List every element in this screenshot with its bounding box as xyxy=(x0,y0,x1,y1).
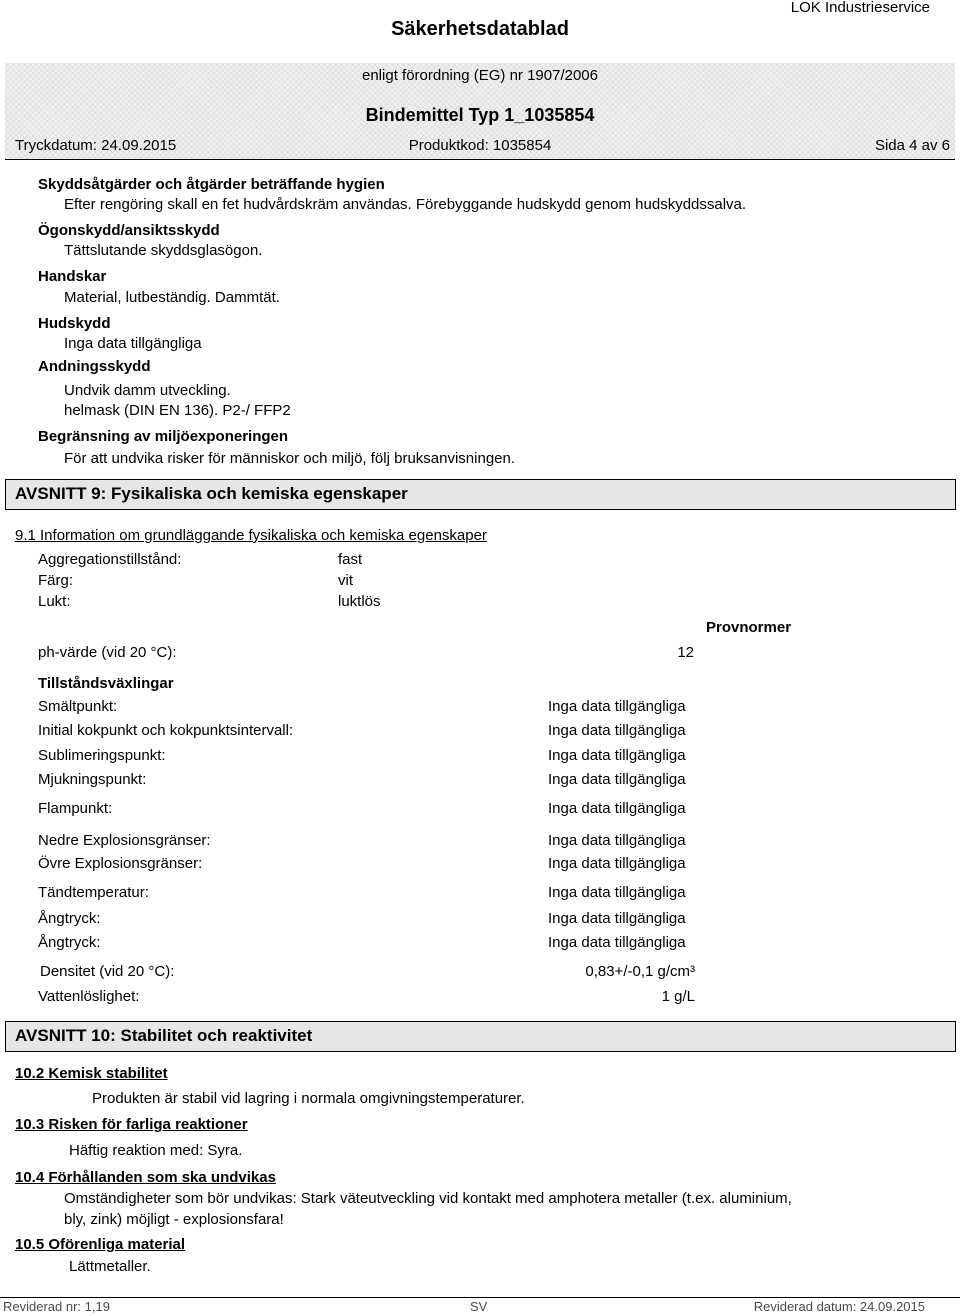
language-code: SV xyxy=(470,1299,488,1314)
property-value: Inga data tillgängliga xyxy=(548,698,686,715)
print-date: Tryckdatum: 24.09.2015 xyxy=(15,137,177,154)
page-number: Sida 4 av 6 xyxy=(874,137,950,154)
hygiene-heading: Skyddsåtgärder och åtgärder beträffande hygien xyxy=(38,176,385,193)
property-label: Ångtryck: xyxy=(38,934,101,951)
section-10-title: AVSNITT 10: Stabilitet och reaktivitet xyxy=(5,1021,956,1052)
property-value: Inga data tillgängliga xyxy=(548,832,686,849)
section-10-4-text-1: Omständigheter som bör undvikas: Stark väteutveckling vid kontakt med amphotera metaller (t.ex. aluminium, xyxy=(64,1190,792,1207)
product-name: Bindemittel Typ 1_1035854 xyxy=(365,105,595,125)
property-value: Inga data tillgängliga xyxy=(548,855,686,872)
property-label: Sublimeringspunkt: xyxy=(38,747,166,764)
section-10-4-heading: 10.4 Förhållanden som ska undvikas xyxy=(15,1169,276,1186)
property-label: Tändtemperatur: xyxy=(38,884,149,901)
property-value: Inga data tillgängliga xyxy=(548,747,686,764)
state-value: fast xyxy=(338,551,363,568)
color-value: vit xyxy=(338,572,353,589)
document-title: Säkerhetsdatablad xyxy=(391,18,569,40)
hygiene-text: Efter rengöring skall en fet hudvårdskräm användas. Förebyggande hudskydd genom hudskyddssalva. xyxy=(64,196,747,213)
property-label: Nedre Explosionsgränser: xyxy=(38,832,211,849)
transitions-heading: Tillståndsväxlingar xyxy=(38,675,174,692)
property-label: Övre Explosionsgränser: xyxy=(38,855,203,872)
section-9-1-subtitle: 9.1 Information om grundläggande fysikaliska och kemiska egenskaper xyxy=(15,527,487,544)
section-10-2-text: Produkten är stabil vid lagring i normala omgivningstemperaturer. xyxy=(92,1090,525,1107)
section-10-3-text: Häftig reaktion med: Syra. xyxy=(69,1142,243,1159)
property-value: Inga data tillgängliga xyxy=(548,722,686,739)
color-label: Färg: xyxy=(38,572,74,589)
respiratory-text-2: helmask (DIN EN 136). P2-/ FFP2 xyxy=(64,402,291,419)
property-value: Inga data tillgängliga xyxy=(548,800,686,817)
revision-date: Reviderad datum: 24.09.2015 xyxy=(753,1299,925,1314)
property-label: Smältpunkt: xyxy=(38,698,118,715)
environment-text: För att undvika risker för människor och miljö, följ bruksanvisningen. xyxy=(64,450,516,467)
section-10-3-heading: 10.3 Risken för farliga reaktioner xyxy=(15,1116,248,1133)
skin-protection-heading: Hudskydd xyxy=(38,315,111,332)
odor-label: Lukt: xyxy=(38,593,71,610)
property-value: Inga data tillgängliga xyxy=(548,884,686,901)
density-value: 0,83+/-0,1 g/cm³ xyxy=(585,963,695,980)
eye-protection-heading: Ögonskydd/ansiktsskydd xyxy=(38,222,220,239)
test-standards-header: Provnormer xyxy=(706,619,792,636)
section-10-5-heading: 10.5 Oförenliga material xyxy=(15,1236,186,1253)
section-10-5-text: Lättmetaller. xyxy=(69,1258,151,1275)
density-label: Densitet (vid 20 °C): xyxy=(40,963,175,980)
header-divider xyxy=(5,159,955,160)
ph-label: ph-värde (vid 20 °C): xyxy=(38,644,177,661)
skin-protection-text: Inga data tillgängliga xyxy=(64,335,202,352)
section-10-4-text-2: bly, zink) möjligt - explosionsfara! xyxy=(64,1211,284,1228)
company-name: LOK Industrieservice xyxy=(790,0,930,16)
gloves-heading: Handskar xyxy=(38,268,107,285)
property-value: Inga data tillgängliga xyxy=(548,934,686,951)
ph-value: 12 xyxy=(677,644,694,661)
respiratory-text-1: Undvik damm utveckling. xyxy=(64,382,231,399)
solubility-label: Vattenlöslighet: xyxy=(38,988,140,1005)
property-value: Inga data tillgängliga xyxy=(548,910,686,927)
gloves-text: Material, lutbeständig. Dammtät. xyxy=(64,289,280,306)
property-value: Inga data tillgängliga xyxy=(548,771,686,788)
revision-number: Reviderad nr: 1,19 xyxy=(3,1299,110,1314)
property-label: Mjukningspunkt: xyxy=(38,771,147,788)
regulation-text: enligt förordning (EG) nr 1907/2006 xyxy=(362,67,598,84)
product-code: Produktkod: 1035854 xyxy=(408,137,552,154)
eye-protection-text: Tättslutande skyddsglasögon. xyxy=(64,242,263,259)
section-9-title: AVSNITT 9: Fysikaliska och kemiska egenskaper xyxy=(5,479,956,510)
odor-value: luktlös xyxy=(338,593,381,610)
property-label: Flampunkt: xyxy=(38,800,113,817)
property-label: Ångtryck: xyxy=(38,910,101,927)
footer-divider xyxy=(0,1297,960,1298)
state-label: Aggregationstillstånd: xyxy=(38,551,182,568)
section-10-2-heading: 10.2 Kemisk stabilitet xyxy=(15,1065,168,1082)
solubility-value: 1 g/L xyxy=(661,988,695,1005)
property-label: Initial kokpunkt och kokpunktsintervall: xyxy=(38,722,294,739)
environment-heading: Begränsning av miljöexponeringen xyxy=(38,428,289,445)
respiratory-heading: Andningsskydd xyxy=(38,358,151,375)
